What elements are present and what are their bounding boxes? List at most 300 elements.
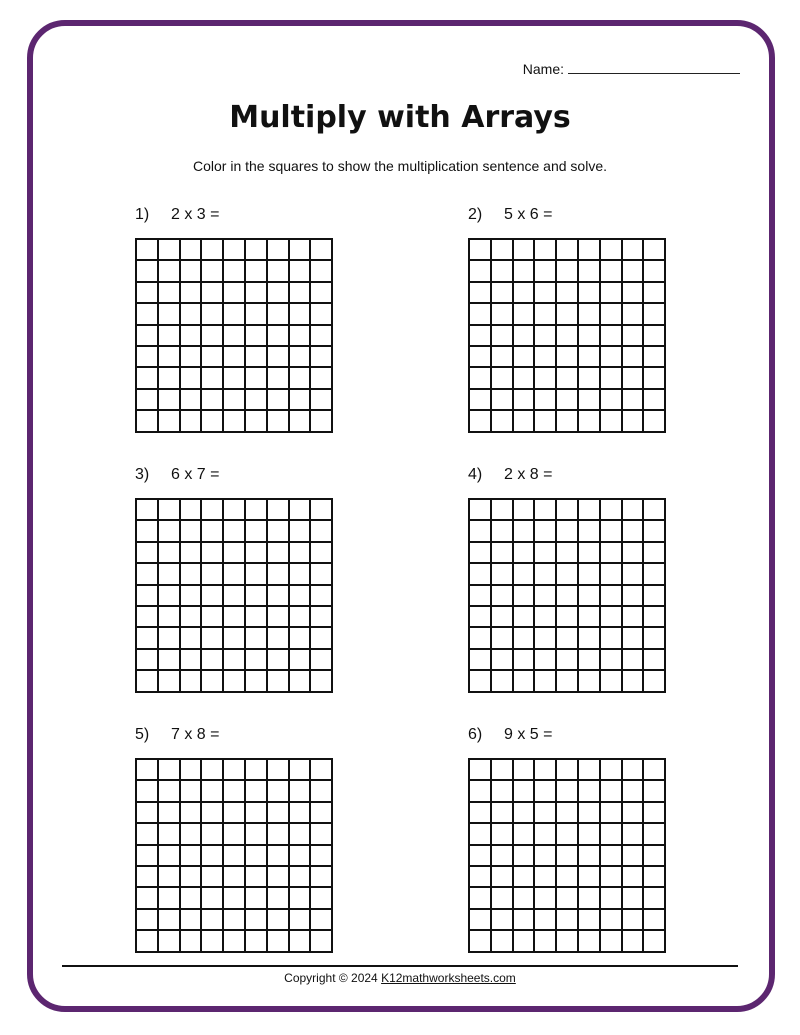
grid-cell[interactable]	[470, 326, 492, 347]
grid-cell[interactable]	[311, 803, 333, 824]
grid-cell[interactable]	[470, 411, 492, 432]
grid-cell[interactable]	[470, 628, 492, 649]
grid-cell[interactable]	[644, 607, 666, 628]
grid-cell[interactable]	[601, 283, 623, 304]
grid-cell[interactable]	[644, 368, 666, 389]
grid-cell[interactable]	[623, 283, 645, 304]
grid-cell[interactable]	[623, 931, 645, 952]
grid-cell[interactable]	[623, 888, 645, 909]
grid-cell[interactable]	[311, 650, 333, 671]
grid-cell[interactable]	[246, 240, 268, 261]
grid-cell[interactable]	[557, 564, 579, 585]
grid-cell[interactable]	[224, 846, 246, 867]
grid-cell[interactable]	[159, 283, 181, 304]
grid-cell[interactable]	[644, 390, 666, 411]
grid-cell[interactable]	[514, 607, 536, 628]
grid-cell[interactable]	[159, 867, 181, 888]
grid-cell[interactable]	[557, 261, 579, 282]
grid-cell[interactable]	[644, 824, 666, 845]
grid-cell[interactable]	[224, 824, 246, 845]
grid-cell[interactable]	[224, 347, 246, 368]
grid-cell[interactable]	[181, 586, 203, 607]
grid-cell[interactable]	[557, 347, 579, 368]
grid-cell[interactable]	[224, 867, 246, 888]
grid-cell[interactable]	[311, 586, 333, 607]
grid-cell[interactable]	[492, 411, 514, 432]
grid-cell[interactable]	[290, 846, 312, 867]
grid-cell[interactable]	[601, 240, 623, 261]
grid-cell[interactable]	[311, 888, 333, 909]
grid-cell[interactable]	[311, 824, 333, 845]
grid-cell[interactable]	[181, 888, 203, 909]
grid-cell[interactable]	[601, 261, 623, 282]
grid-cell[interactable]	[557, 304, 579, 325]
grid-cell[interactable]	[470, 888, 492, 909]
grid-cell[interactable]	[644, 283, 666, 304]
grid-cell[interactable]	[290, 931, 312, 952]
grid-cell[interactable]	[492, 781, 514, 802]
grid-cell[interactable]	[557, 521, 579, 542]
grid-cell[interactable]	[470, 390, 492, 411]
grid-cell[interactable]	[159, 240, 181, 261]
array-grid[interactable]	[468, 498, 666, 693]
grid-cell[interactable]	[535, 650, 557, 671]
grid-cell[interactable]	[579, 910, 601, 931]
grid-cell[interactable]	[601, 368, 623, 389]
grid-cell[interactable]	[290, 867, 312, 888]
grid-cell[interactable]	[535, 781, 557, 802]
grid-cell[interactable]	[311, 521, 333, 542]
grid-cell[interactable]	[202, 240, 224, 261]
grid-cell[interactable]	[246, 500, 268, 521]
grid-cell[interactable]	[159, 543, 181, 564]
grid-cell[interactable]	[492, 607, 514, 628]
grid-cell[interactable]	[202, 910, 224, 931]
grid-cell[interactable]	[159, 586, 181, 607]
grid-cell[interactable]	[557, 326, 579, 347]
grid-cell[interactable]	[137, 760, 159, 781]
grid-cell[interactable]	[601, 628, 623, 649]
grid-cell[interactable]	[311, 304, 333, 325]
grid-cell[interactable]	[137, 500, 159, 521]
grid-cell[interactable]	[492, 240, 514, 261]
grid-cell[interactable]	[311, 283, 333, 304]
grid-cell[interactable]	[181, 824, 203, 845]
grid-cell[interactable]	[311, 846, 333, 867]
grid-cell[interactable]	[623, 760, 645, 781]
grid-cell[interactable]	[535, 564, 557, 585]
grid-cell[interactable]	[246, 368, 268, 389]
grid-cell[interactable]	[181, 650, 203, 671]
grid-cell[interactable]	[224, 326, 246, 347]
grid-cell[interactable]	[268, 411, 290, 432]
grid-cell[interactable]	[492, 650, 514, 671]
grid-cell[interactable]	[311, 564, 333, 585]
grid-cell[interactable]	[159, 304, 181, 325]
grid-cell[interactable]	[290, 564, 312, 585]
grid-cell[interactable]	[535, 283, 557, 304]
grid-cell[interactable]	[290, 347, 312, 368]
grid-cell[interactable]	[224, 888, 246, 909]
grid-cell[interactable]	[224, 803, 246, 824]
grid-cell[interactable]	[470, 521, 492, 542]
grid-cell[interactable]	[202, 824, 224, 845]
grid-cell[interactable]	[290, 910, 312, 931]
grid-cell[interactable]	[623, 304, 645, 325]
grid-cell[interactable]	[268, 607, 290, 628]
grid-cell[interactable]	[224, 500, 246, 521]
grid-cell[interactable]	[644, 543, 666, 564]
grid-cell[interactable]	[470, 931, 492, 952]
grid-cell[interactable]	[181, 326, 203, 347]
grid-cell[interactable]	[579, 760, 601, 781]
grid-cell[interactable]	[137, 867, 159, 888]
grid-cell[interactable]	[137, 347, 159, 368]
grid-cell[interactable]	[181, 846, 203, 867]
grid-cell[interactable]	[159, 347, 181, 368]
grid-cell[interactable]	[311, 607, 333, 628]
grid-cell[interactable]	[601, 500, 623, 521]
grid-cell[interactable]	[623, 564, 645, 585]
grid-cell[interactable]	[557, 500, 579, 521]
grid-cell[interactable]	[601, 803, 623, 824]
grid-cell[interactable]	[644, 304, 666, 325]
grid-cell[interactable]	[224, 411, 246, 432]
grid-cell[interactable]	[290, 803, 312, 824]
grid-cell[interactable]	[159, 671, 181, 692]
grid-cell[interactable]	[557, 368, 579, 389]
grid-cell[interactable]	[470, 607, 492, 628]
grid-cell[interactable]	[137, 931, 159, 952]
grid-cell[interactable]	[492, 931, 514, 952]
grid-cell[interactable]	[202, 521, 224, 542]
grid-cell[interactable]	[492, 586, 514, 607]
grid-cell[interactable]	[311, 931, 333, 952]
grid-cell[interactable]	[159, 628, 181, 649]
grid-cell[interactable]	[492, 368, 514, 389]
grid-cell[interactable]	[268, 803, 290, 824]
grid-cell[interactable]	[290, 586, 312, 607]
grid-cell[interactable]	[514, 867, 536, 888]
grid-cell[interactable]	[492, 824, 514, 845]
grid-cell[interactable]	[268, 543, 290, 564]
grid-cell[interactable]	[644, 411, 666, 432]
grid-cell[interactable]	[644, 628, 666, 649]
grid-cell[interactable]	[224, 304, 246, 325]
grid-cell[interactable]	[492, 326, 514, 347]
grid-cell[interactable]	[181, 240, 203, 261]
grid-cell[interactable]	[492, 760, 514, 781]
grid-cell[interactable]	[246, 910, 268, 931]
grid-cell[interactable]	[535, 500, 557, 521]
grid-cell[interactable]	[644, 326, 666, 347]
grid-cell[interactable]	[290, 500, 312, 521]
grid-cell[interactable]	[202, 283, 224, 304]
grid-cell[interactable]	[601, 411, 623, 432]
grid-cell[interactable]	[644, 846, 666, 867]
grid-cell[interactable]	[181, 390, 203, 411]
grid-cell[interactable]	[181, 931, 203, 952]
grid-cell[interactable]	[246, 411, 268, 432]
grid-cell[interactable]	[181, 411, 203, 432]
grid-cell[interactable]	[492, 803, 514, 824]
grid-cell[interactable]	[181, 781, 203, 802]
grid-cell[interactable]	[601, 521, 623, 542]
grid-cell[interactable]	[202, 846, 224, 867]
grid-cell[interactable]	[181, 564, 203, 585]
grid-cell[interactable]	[579, 781, 601, 802]
grid-cell[interactable]	[514, 261, 536, 282]
grid-cell[interactable]	[268, 628, 290, 649]
grid-cell[interactable]	[159, 650, 181, 671]
grid-cell[interactable]	[181, 521, 203, 542]
grid-cell[interactable]	[202, 888, 224, 909]
grid-cell[interactable]	[492, 867, 514, 888]
grid-cell[interactable]	[181, 628, 203, 649]
grid-cell[interactable]	[601, 867, 623, 888]
grid-cell[interactable]	[514, 521, 536, 542]
grid-cell[interactable]	[181, 910, 203, 931]
grid-cell[interactable]	[224, 931, 246, 952]
grid-cell[interactable]	[311, 326, 333, 347]
grid-cell[interactable]	[246, 586, 268, 607]
grid-cell[interactable]	[202, 867, 224, 888]
grid-cell[interactable]	[470, 368, 492, 389]
grid-cell[interactable]	[601, 347, 623, 368]
name-blank-line[interactable]	[568, 61, 740, 74]
grid-cell[interactable]	[601, 888, 623, 909]
grid-cell[interactable]	[268, 824, 290, 845]
grid-cell[interactable]	[290, 760, 312, 781]
grid-cell[interactable]	[535, 867, 557, 888]
grid-cell[interactable]	[492, 304, 514, 325]
grid-cell[interactable]	[311, 500, 333, 521]
grid-cell[interactable]	[557, 760, 579, 781]
grid-cell[interactable]	[514, 931, 536, 952]
grid-cell[interactable]	[224, 521, 246, 542]
grid-cell[interactable]	[623, 628, 645, 649]
grid-cell[interactable]	[535, 931, 557, 952]
grid-cell[interactable]	[579, 521, 601, 542]
grid-cell[interactable]	[535, 543, 557, 564]
grid-cell[interactable]	[311, 261, 333, 282]
grid-cell[interactable]	[644, 521, 666, 542]
grid-cell[interactable]	[535, 888, 557, 909]
grid-cell[interactable]	[159, 888, 181, 909]
grid-cell[interactable]	[514, 586, 536, 607]
grid-cell[interactable]	[202, 803, 224, 824]
grid-cell[interactable]	[557, 607, 579, 628]
grid-cell[interactable]	[470, 304, 492, 325]
website-link[interactable]: K12mathworksheets.com	[381, 971, 516, 985]
grid-cell[interactable]	[514, 411, 536, 432]
grid-cell[interactable]	[579, 888, 601, 909]
grid-cell[interactable]	[492, 283, 514, 304]
grid-cell[interactable]	[579, 564, 601, 585]
grid-cell[interactable]	[535, 760, 557, 781]
grid-cell[interactable]	[623, 671, 645, 692]
grid-cell[interactable]	[311, 781, 333, 802]
grid-cell[interactable]	[470, 824, 492, 845]
grid-cell[interactable]	[311, 368, 333, 389]
array-grid[interactable]	[468, 238, 666, 433]
grid-cell[interactable]	[470, 650, 492, 671]
grid-cell[interactable]	[601, 910, 623, 931]
grid-cell[interactable]	[514, 760, 536, 781]
grid-cell[interactable]	[311, 347, 333, 368]
grid-cell[interactable]	[137, 781, 159, 802]
grid-cell[interactable]	[181, 304, 203, 325]
grid-cell[interactable]	[202, 261, 224, 282]
grid-cell[interactable]	[601, 650, 623, 671]
grid-cell[interactable]	[535, 824, 557, 845]
grid-cell[interactable]	[202, 628, 224, 649]
grid-cell[interactable]	[311, 240, 333, 261]
grid-cell[interactable]	[557, 650, 579, 671]
grid-cell[interactable]	[644, 888, 666, 909]
grid-cell[interactable]	[246, 671, 268, 692]
grid-cell[interactable]	[268, 390, 290, 411]
grid-cell[interactable]	[137, 910, 159, 931]
grid-cell[interactable]	[246, 867, 268, 888]
grid-cell[interactable]	[246, 650, 268, 671]
grid-cell[interactable]	[268, 867, 290, 888]
grid-cell[interactable]	[159, 521, 181, 542]
grid-cell[interactable]	[623, 824, 645, 845]
grid-cell[interactable]	[181, 347, 203, 368]
grid-cell[interactable]	[535, 326, 557, 347]
grid-cell[interactable]	[579, 304, 601, 325]
grid-cell[interactable]	[492, 521, 514, 542]
grid-cell[interactable]	[601, 326, 623, 347]
grid-cell[interactable]	[535, 846, 557, 867]
grid-cell[interactable]	[579, 240, 601, 261]
grid-cell[interactable]	[579, 931, 601, 952]
grid-cell[interactable]	[535, 347, 557, 368]
grid-cell[interactable]	[290, 521, 312, 542]
grid-cell[interactable]	[311, 760, 333, 781]
grid-cell[interactable]	[535, 368, 557, 389]
grid-cell[interactable]	[514, 368, 536, 389]
grid-cell[interactable]	[311, 671, 333, 692]
grid-cell[interactable]	[623, 650, 645, 671]
grid-cell[interactable]	[623, 846, 645, 867]
grid-cell[interactable]	[470, 867, 492, 888]
grid-cell[interactable]	[623, 803, 645, 824]
grid-cell[interactable]	[514, 347, 536, 368]
grid-cell[interactable]	[535, 607, 557, 628]
grid-cell[interactable]	[514, 846, 536, 867]
grid-cell[interactable]	[224, 390, 246, 411]
grid-cell[interactable]	[623, 586, 645, 607]
grid-cell[interactable]	[290, 607, 312, 628]
grid-cell[interactable]	[514, 543, 536, 564]
grid-cell[interactable]	[535, 411, 557, 432]
grid-cell[interactable]	[470, 781, 492, 802]
grid-cell[interactable]	[514, 888, 536, 909]
grid-cell[interactable]	[268, 521, 290, 542]
grid-cell[interactable]	[224, 240, 246, 261]
grid-cell[interactable]	[579, 326, 601, 347]
grid-cell[interactable]	[159, 411, 181, 432]
grid-cell[interactable]	[514, 283, 536, 304]
array-grid[interactable]	[135, 498, 333, 693]
grid-cell[interactable]	[311, 390, 333, 411]
grid-cell[interactable]	[181, 543, 203, 564]
grid-cell[interactable]	[246, 521, 268, 542]
grid-cell[interactable]	[644, 650, 666, 671]
grid-cell[interactable]	[268, 500, 290, 521]
grid-cell[interactable]	[579, 803, 601, 824]
grid-cell[interactable]	[246, 543, 268, 564]
grid-cell[interactable]	[137, 628, 159, 649]
grid-cell[interactable]	[159, 846, 181, 867]
grid-cell[interactable]	[644, 781, 666, 802]
grid-cell[interactable]	[601, 564, 623, 585]
grid-cell[interactable]	[137, 803, 159, 824]
grid-cell[interactable]	[557, 931, 579, 952]
grid-cell[interactable]	[579, 650, 601, 671]
grid-cell[interactable]	[579, 671, 601, 692]
grid-cell[interactable]	[290, 326, 312, 347]
grid-cell[interactable]	[579, 390, 601, 411]
grid-cell[interactable]	[181, 760, 203, 781]
grid-cell[interactable]	[644, 586, 666, 607]
grid-cell[interactable]	[623, 867, 645, 888]
grid-cell[interactable]	[181, 368, 203, 389]
grid-cell[interactable]	[514, 910, 536, 931]
array-grid[interactable]	[135, 758, 333, 953]
grid-cell[interactable]	[224, 671, 246, 692]
grid-cell[interactable]	[557, 910, 579, 931]
grid-cell[interactable]	[535, 586, 557, 607]
grid-cell[interactable]	[644, 671, 666, 692]
grid-cell[interactable]	[644, 760, 666, 781]
grid-cell[interactable]	[557, 411, 579, 432]
grid-cell[interactable]	[268, 347, 290, 368]
grid-cell[interactable]	[557, 824, 579, 845]
grid-cell[interactable]	[601, 824, 623, 845]
grid-cell[interactable]	[470, 910, 492, 931]
grid-cell[interactable]	[224, 760, 246, 781]
grid-cell[interactable]	[601, 390, 623, 411]
grid-cell[interactable]	[514, 326, 536, 347]
grid-cell[interactable]	[644, 240, 666, 261]
grid-cell[interactable]	[246, 760, 268, 781]
grid-cell[interactable]	[137, 240, 159, 261]
grid-cell[interactable]	[246, 261, 268, 282]
grid-cell[interactable]	[202, 931, 224, 952]
grid-cell[interactable]	[470, 760, 492, 781]
grid-cell[interactable]	[535, 521, 557, 542]
grid-cell[interactable]	[623, 261, 645, 282]
grid-cell[interactable]	[644, 803, 666, 824]
grid-cell[interactable]	[623, 500, 645, 521]
grid-cell[interactable]	[202, 347, 224, 368]
grid-cell[interactable]	[290, 368, 312, 389]
grid-cell[interactable]	[159, 910, 181, 931]
grid-cell[interactable]	[290, 888, 312, 909]
grid-cell[interactable]	[246, 824, 268, 845]
grid-cell[interactable]	[268, 326, 290, 347]
grid-cell[interactable]	[557, 586, 579, 607]
grid-cell[interactable]	[644, 910, 666, 931]
grid-cell[interactable]	[514, 240, 536, 261]
grid-cell[interactable]	[268, 283, 290, 304]
grid-cell[interactable]	[268, 760, 290, 781]
grid-cell[interactable]	[224, 368, 246, 389]
grid-cell[interactable]	[246, 607, 268, 628]
